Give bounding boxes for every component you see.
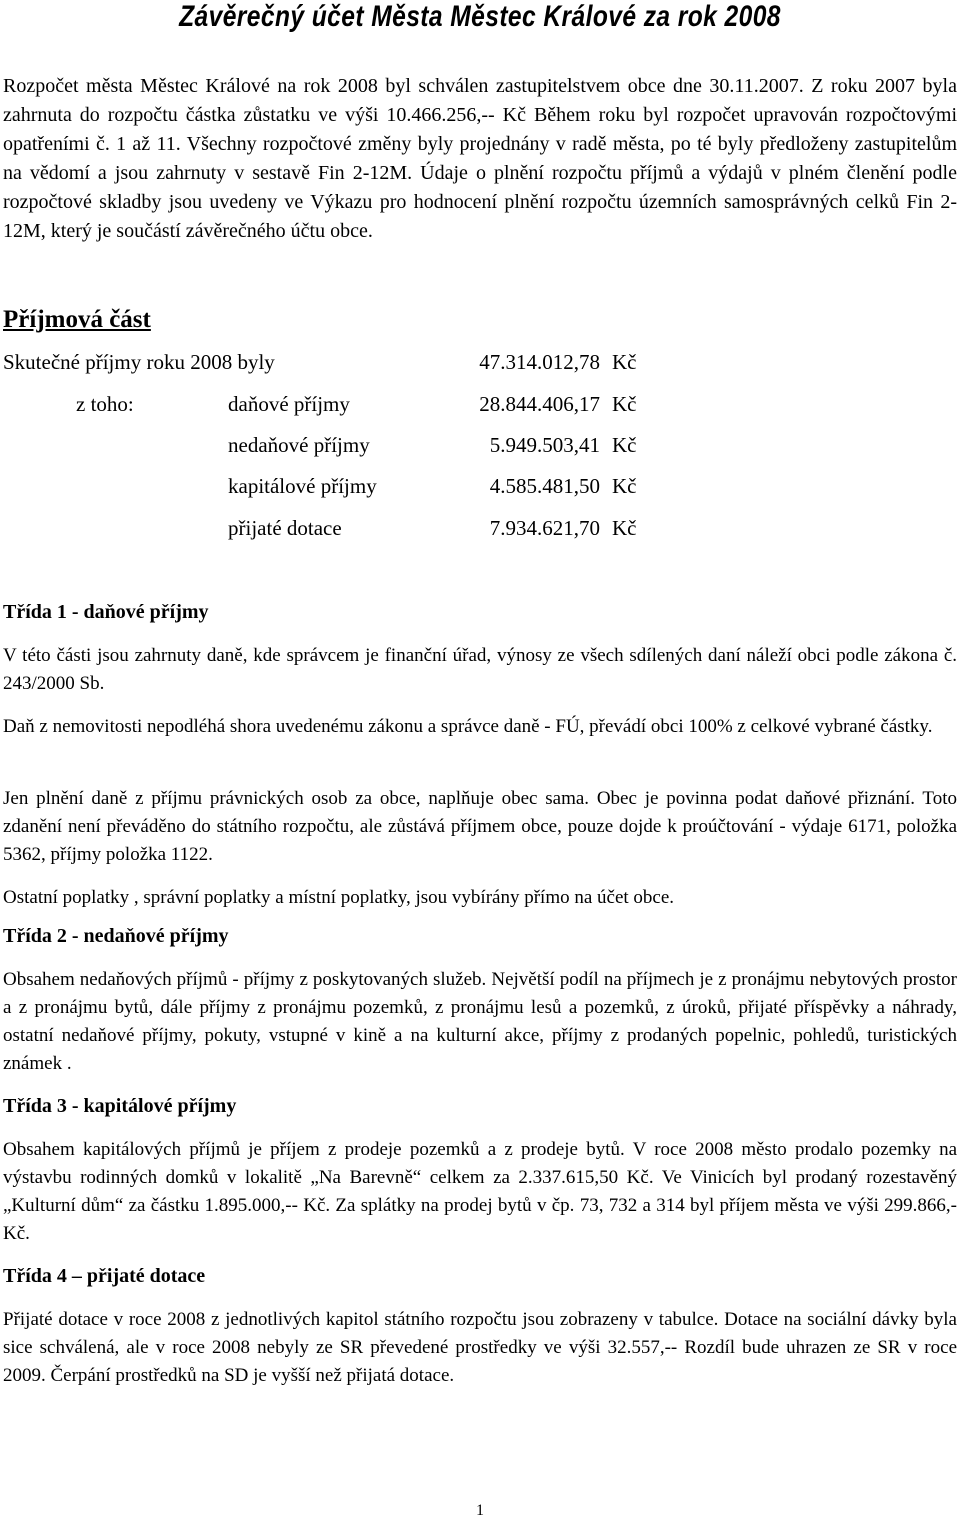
class4-paragraph: Přijaté dotace v roce 2008 z jednotlivých kapitol státního rozpočtu jsou zobrazeny v tabulce. Dotace na sociální dávky byla sice schválená, ale v roce 2008 nebyly ze SR převedené prostředky ve výši 32.557,-- Rozdíl bude uhrazen ze SR v roce 2009. Čerpání prostředků na SD je vyšší než přijatá dotace. [3,1309,957,1386]
income-item-currency: Kč [612,516,637,540]
class1-paragraph-2: Daň z nemovitosti nepodléhá shora uvedenému zákonu a správce daně - FÚ, převádí obci 100% z celkové vybrané částky. [3,716,933,737]
income-total-amount: 47.314.012,78 [479,350,600,374]
income-item-currency: Kč [612,392,637,416]
income-section-heading: Příjmová část [3,306,151,333]
income-item-currency: Kč [612,433,637,457]
income-total-currency: Kč [612,350,637,374]
class4-heading: Třída 4 – přijaté dotace [3,1265,206,1287]
income-item-amount: 28.844.406,17 [479,392,600,416]
income-item-label: přijaté dotace [228,516,342,540]
income-item-amount: 5.949.503,41 [489,433,600,457]
income-total-label: Skutečné příjmy roku 2008 byly [3,350,275,374]
class2-paragraph: Obsahem nedaňových příjmů - příjmy z poskytovaných služeb. Největší podíl na příjmech je z pronájmu nebytových prostor a z pronájmu bytů, dále příjmy z pronájmu pozemků, z pronájmu lesů a pozemků, z úroků, přijaté příspěvky a náhrady, ostatní nedaňové příjmy, pokuty, vstupné v kině a na kulturní akce, příjmy z prodaných popelnic, pohledů, turistických známek . [3,969,957,1074]
intro-paragraph: Rozpočet města Městec Králové na rok 2008 byl schválen zastupitelstvem obce dne 30.11.2007. Z roku 2007 byla zahrnuta do rozpočtu částka zůstatku ve výši 10.466.256,-- Kč Během roku byl rozpočet upravován rozpočtovými opatřeními č. 1 až 11. Všechny rozpočtové změny byly projednány v radě města, po té byly předloženy zastupitelům na vědomí a jsou zahrnuty v sestavě Fin 2-12M. Údaje o plnění rozpočtu příjmů a výdajů v plném členění podle rozpočtové skladby jsou uvedeny ve Výkazu pro hodnocení plnění rozpočtu územních samosprávných celků Fin 2-12M, který je součástí závěrečného účtu obce. [3,75,957,242]
income-item-currency: Kč [612,474,637,498]
class1-paragraph-4: Ostatní poplatky , správní poplatky a místní poplatky, jsou vybírány přímo na účet obce. [3,887,675,908]
income-of-which-label: z toho: [76,392,134,416]
page-number: 1 [476,1502,484,1519]
income-item-amount: 4.585.481,50 [489,474,600,498]
class1-heading: Třída 1 - daňové příjmy [3,601,209,623]
class1-paragraph-1: V této části jsou zahrnuty daně, kde správcem je finanční úřad, výnosy ze všech sdílených daní náleží obci podle zákona č. 243/2000 Sb. [3,645,957,694]
income-item-label: daňové příjmy [228,392,350,416]
income-item-label: kapitálové příjmy [228,474,377,498]
income-item-label: nedaňové příjmy [228,433,370,457]
class3-paragraph: Obsahem kapitálových příjmů je příjem z prodeje pozemků a z prodeje bytů. V roce 2008 město prodalo pozemky na výstavbu rodinných domků v lokalitě „Na Barevně“ celkem za 2.337.615,50 Kč. Ve Vinicích byl prodaný rozestavěný „Kulturní dům“ za částku 1.895.000,-- Kč. Za splátky na prodej bytů v čp. 73, 732 a 314 byl příjem města ve výši 299.866,- Kč. [3,1139,957,1244]
class2-heading: Třída 2 - nedaňové příjmy [3,925,229,947]
class3-heading: Třída 3 - kapitálové příjmy [3,1095,237,1117]
document-title: Závěrečný účet Města Městec Králové za rok 2008 [179,0,781,33]
income-item-amount: 7.934.621,70 [489,516,600,540]
class1-paragraph-3: Jen plnění daně z příjmu právnických osob za obce, naplňuje obec sama. Obec je povinna podat daňové přiznání. Toto zdanění není převáděno do státního rozpočtu, ale zůstává příjmem obce, pouze dojde k proúčtování - výdaje 6171, položka 5362, příjmy položka 1122. [3,788,957,865]
